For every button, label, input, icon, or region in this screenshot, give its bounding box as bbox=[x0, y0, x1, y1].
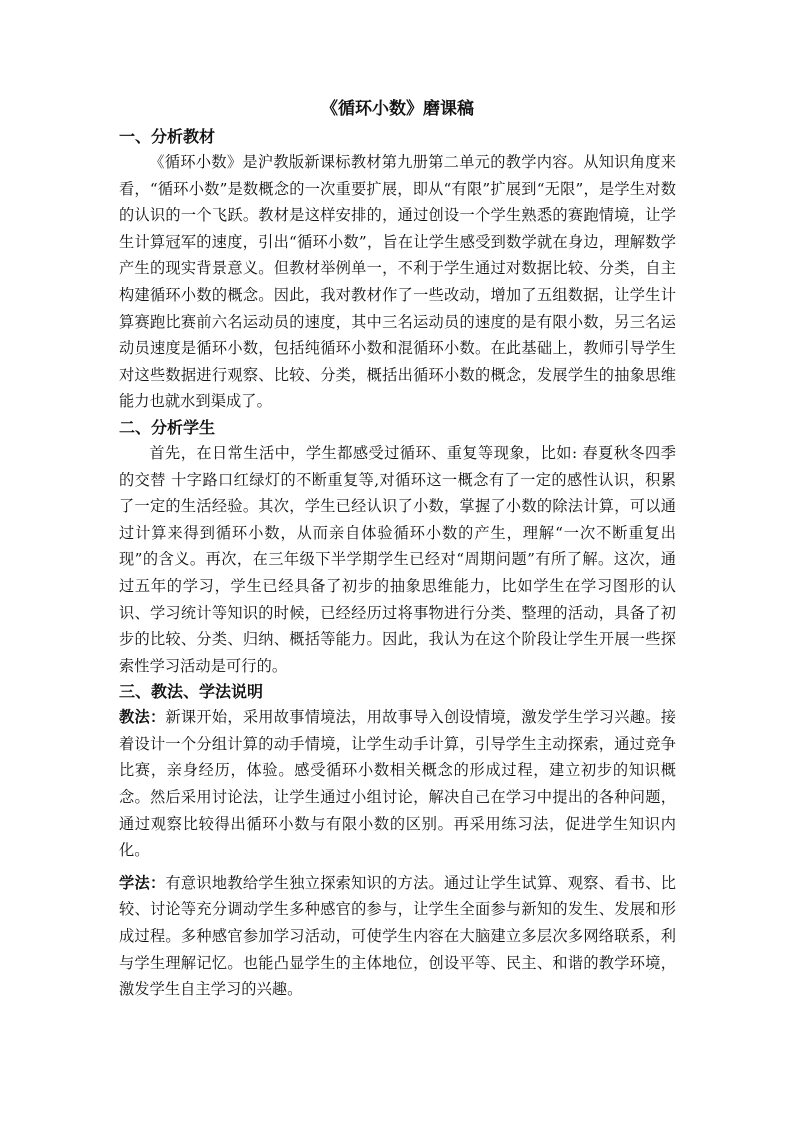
learning-method-label: 学法： bbox=[119, 873, 166, 892]
section-paragraph: 《循环小数》是沪教版新课标教材第九册第二单元的教学内容。从知识角度来看，“循环小数”是数概念的一次重要扩展，即从“有限”扩展到“无限”，是学生对数的认识的一个飞跃。教材是这样安排的，通过创设一个学生熟悉的赛跑情境，让学生计算冠军的速度，引出“循环小数”，旨在让学生感受到数学就在身边，理解数学产生的现实背景意义。但教材举例单一，不利于学生通过对数据比较、分类，自主构建循环小数的概念。因此，我对教材作了一些改动，增加了五组数据，让学生计算赛跑比赛前六名运动员的速度，其中三名运动员的速度的是有限小数，另三名运动员速度是循环小数，包括纯循环小数和混循环小数。在此基础上，教师引导学生对这些数据进行观察、比较、分类，概括出循环小数的概念，发展学生的抽象思维能力也就水到渠成了。 bbox=[119, 153, 676, 411]
learning-method-text: 有意识地教给学生独立探索知识的方法。通过让学生试算、观察、看书、比较、讨论等充分调动学生多种感官的参与，让学生全面参与新知的发生、发展和形成过程。多种感官参加学习活动，可使学生内容在大脑建立多层次多网络联系，利与学生理解记忆。也能凸显学生的主体地位，创设平等、民主、和谐的教学环境，激发学生自主学习的兴趣。 bbox=[119, 873, 676, 999]
page-title: 《循环小数》磨课稿 bbox=[321, 99, 474, 119]
teaching-method-text: 新课开始，采用故事情境法，用故事导入创设情境，激发学生学习兴趣。接着设计一个分组计算的动手情境，让学生动手计算，引导学生主动探索，通过竞争比赛，亲身经历，体验。感受循环小数相关概念的形成过程，建立初步的知识概念。然后采用讨论法，让学生通过小组讨论，解决自己在学习中提出的各种问题，通过观察比较得出循环小数与有限小数的区别。再采用练习法，促进学生知识内化。 bbox=[119, 708, 676, 860]
document-page bbox=[119, 96, 676, 1003]
teaching-method-label: 教法： bbox=[119, 708, 166, 727]
section-heading-analyze-students: 二、分析学生 bbox=[119, 417, 216, 437]
teaching-method-paragraph bbox=[119, 704, 676, 864]
section-heading-analyze-textbook: 一、分析教材 bbox=[119, 127, 216, 146]
section-heading-methods: 三、教法、学法说明 bbox=[119, 682, 264, 702]
learning-method-paragraph bbox=[119, 870, 676, 1003]
section-paragraph: 首先，在日常生活中，学生都感受过循环、重复等现象，比如: 春夏秋冬四季的交替 十字路口红绿灯的不断重复等,对循环这一概念有了一定的感性认识，积累了一定的生活经验。其次，学生已经认识了小数，掌握了小数的除法计算，可以通过计算来得到循环小数，从而亲自体验循环小数的产生，理解“一次不断重复出现”的含义。再次，在三年级下半学期学生已经对“周期问题”有所了解。这次，通过五年的学习，学生已经具备了初步的抽象思维能力，比如学生在学习图形的认识、学习统计等知识的时候，已经经历过将事物进行分类、整理的活动，具备了初步的比较、分类、归纳、概括等能力。因此，我认为在这个阶段让学生开展一些探索性学习活动是可行的。 bbox=[119, 443, 676, 675]
